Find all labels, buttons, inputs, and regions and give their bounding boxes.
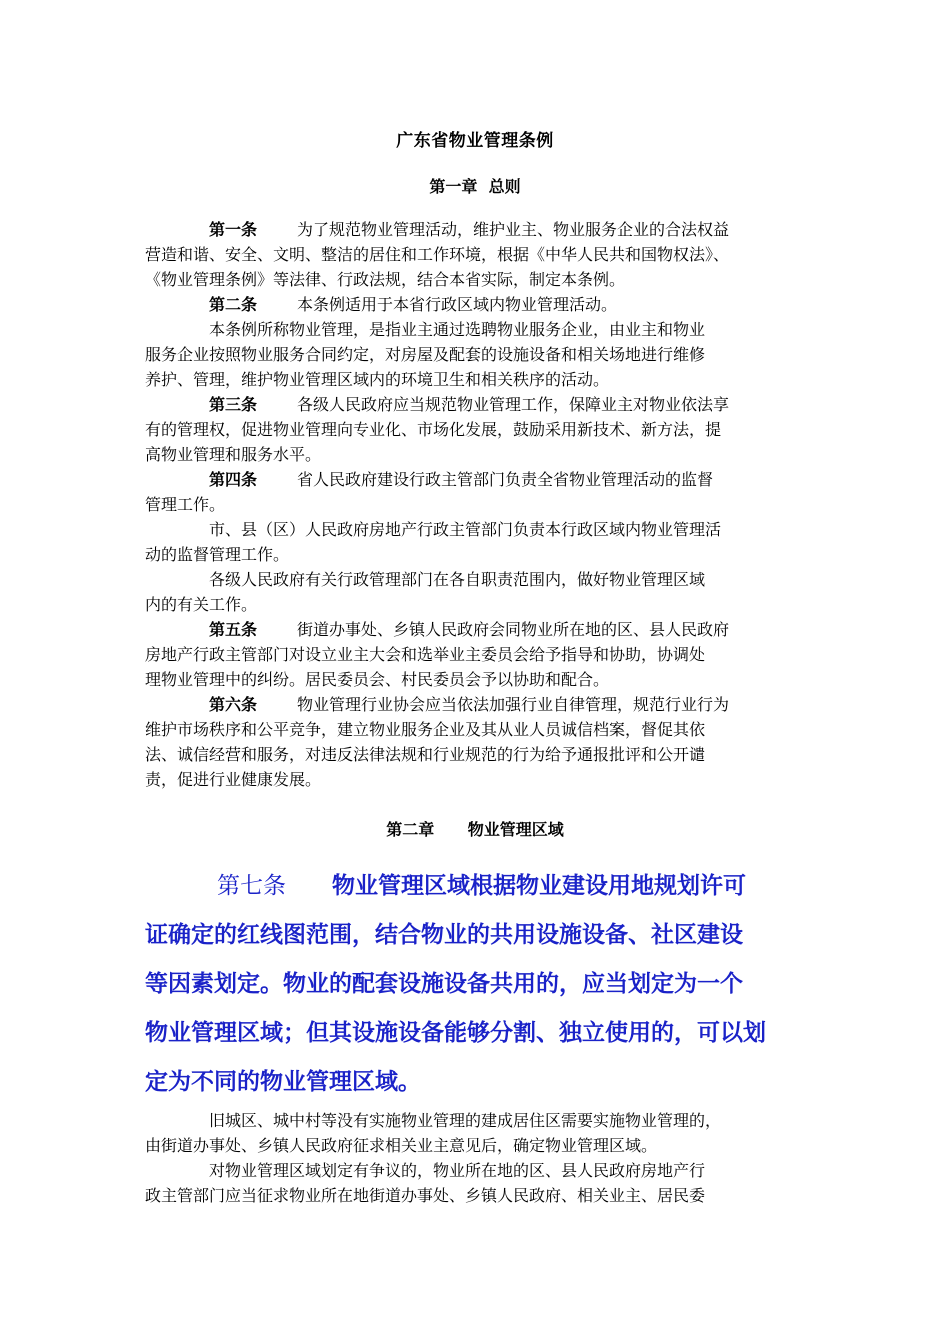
- article-4-para-2-line-1: 市、县（区）人民政府房地产行政主管部门负责本行政区域内物业管理活: [209, 520, 722, 539]
- article-4-para-3-line-2: 内的有关工作。: [145, 595, 258, 614]
- article-7-para-3-line-2: 政主管部门应当征求物业所在地街道办事处、乡镇人民政府、相关业主、居民委: [145, 1186, 706, 1205]
- article-1-label: 第一条: [209, 220, 258, 239]
- article-7-label: 第七条: [217, 873, 286, 899]
- article-7-body: [145, 1108, 808, 1208]
- article-5-line-2: 房地产行政主管部门对设立业主大会和选举业主委员会给予指导和协助，协调处: [145, 645, 706, 664]
- article-1-line-3: 《物业管理条例》等法律、行政法规，结合本省实际，制定本条例。: [145, 270, 626, 289]
- article-2-line-1: [145, 292, 808, 317]
- article-5-line-1: [145, 617, 808, 642]
- document-title: 广东省物业管理条例: [396, 131, 554, 151]
- article-4-text-1: 省人民政府建设行政主管部门负责全省物业管理活动的监督: [297, 470, 714, 489]
- article-7-line-1: [145, 862, 815, 911]
- article-7-line-3: 等因素划定。物业的配套设施设备共用的，应当划定为一个: [145, 971, 743, 997]
- article-6-line-4: 责，促进行业健康发展。: [145, 770, 322, 789]
- article-7-line-2: 证确定的红线图范围，结合物业的共用设施设备、社区建设: [145, 922, 743, 948]
- article-3-line-2: 有的管理权，促进物业管理向专业化、市场化发展，鼓励采用新技术、新方法，提: [145, 420, 722, 439]
- article-5-label: 第五条: [209, 620, 258, 639]
- article-4-line-2: 管理工作。: [145, 495, 226, 514]
- article-2-para-2-line-1: 本条例所称物业管理，是指业主通过选聘物业服务企业，由业主和物业: [209, 320, 706, 339]
- article-6-line-1: [145, 692, 808, 717]
- article-5-text-1: 街道办事处、乡镇人民政府会同物业所在地的区、县人民政府: [297, 620, 730, 639]
- article-4-para-3-line-1: 各级人民政府有关行政管理部门在各自职责范围内，做好物业管理区域: [209, 570, 706, 589]
- article-1-line-2: 营造和谐、安全、文明、整洁的居住和工作环境，根据《中华人民共和国物权法》、: [145, 245, 730, 264]
- article-7-text-1: 物业管理区域根据物业建设用地规划许可: [332, 873, 746, 899]
- chapter-1-body: [145, 217, 808, 792]
- article-6-line-3: 法、诚信经营和服务，对违反法律法规和行业规范的行为给予通报批评和公开谴: [145, 745, 706, 764]
- article-3-label: 第三条: [209, 395, 258, 414]
- article-3-line-1: [145, 392, 808, 417]
- article-4-line-1: [145, 467, 808, 492]
- article-6-line-2: 维护市场秩序和公平竞争，建立物业服务企业及其从业人员诚信档案，督促其依: [145, 720, 706, 739]
- article-1-text-1: 为了规范物业管理活动，维护业主、物业服务企业的合法权益: [297, 220, 730, 239]
- article-7-line-4: 物业管理区域；但其设施设备能够分割、独立使用的，可以划: [145, 1020, 766, 1046]
- article-2-label: 第二条: [209, 295, 258, 314]
- chapter-1-heading: 第一章 总则: [429, 177, 521, 196]
- article-7-highlighted: [145, 862, 815, 1107]
- article-6-text-1: 物业管理行业协会应当依法加强行业自律管理，规范行业行为: [297, 695, 730, 714]
- article-2-text-1: 本条例适用于本省行政区域内物业管理活动。: [297, 295, 618, 314]
- article-2-para-2-line-2: 服务企业按照物业服务合同约定，对房屋及配套的设施设备和相关场地进行维修: [145, 345, 706, 364]
- article-1-line-1: [145, 217, 808, 242]
- article-5-line-3: 理物业管理中的纠纷。居民委员会、村民委员会予以协助和配合。: [145, 670, 610, 689]
- article-3-line-3: 高物业管理和服务水平。: [145, 445, 322, 464]
- article-4-para-2-line-2: 动的监督管理工作。: [145, 545, 290, 564]
- chapter-2-heading: 第二章 物业管理区域: [386, 820, 564, 839]
- article-7-para-2-line-2: 由街道办事处、乡镇人民政府征求相关业主意见后，确定物业管理区域。: [145, 1136, 658, 1155]
- article-4-label: 第四条: [209, 470, 258, 489]
- article-7-para-3-line-1: 对物业管理区域划定有争议的，物业所在地的区、县人民政府房地产行: [209, 1161, 706, 1180]
- article-3-text-1: 各级人民政府应当规范物业管理工作，保障业主对物业依法享: [297, 395, 730, 414]
- article-2-para-2-line-3: 养护、管理，维护物业管理区域内的环境卫生和相关秩序的活动。: [145, 370, 610, 389]
- article-7-para-2-line-1: 旧城区、城中村等没有实施物业管理的建成居住区需要实施物业管理的，: [209, 1111, 722, 1130]
- article-6-label: 第六条: [209, 695, 258, 714]
- article-7-line-5: 定为不同的物业管理区域。: [145, 1069, 421, 1095]
